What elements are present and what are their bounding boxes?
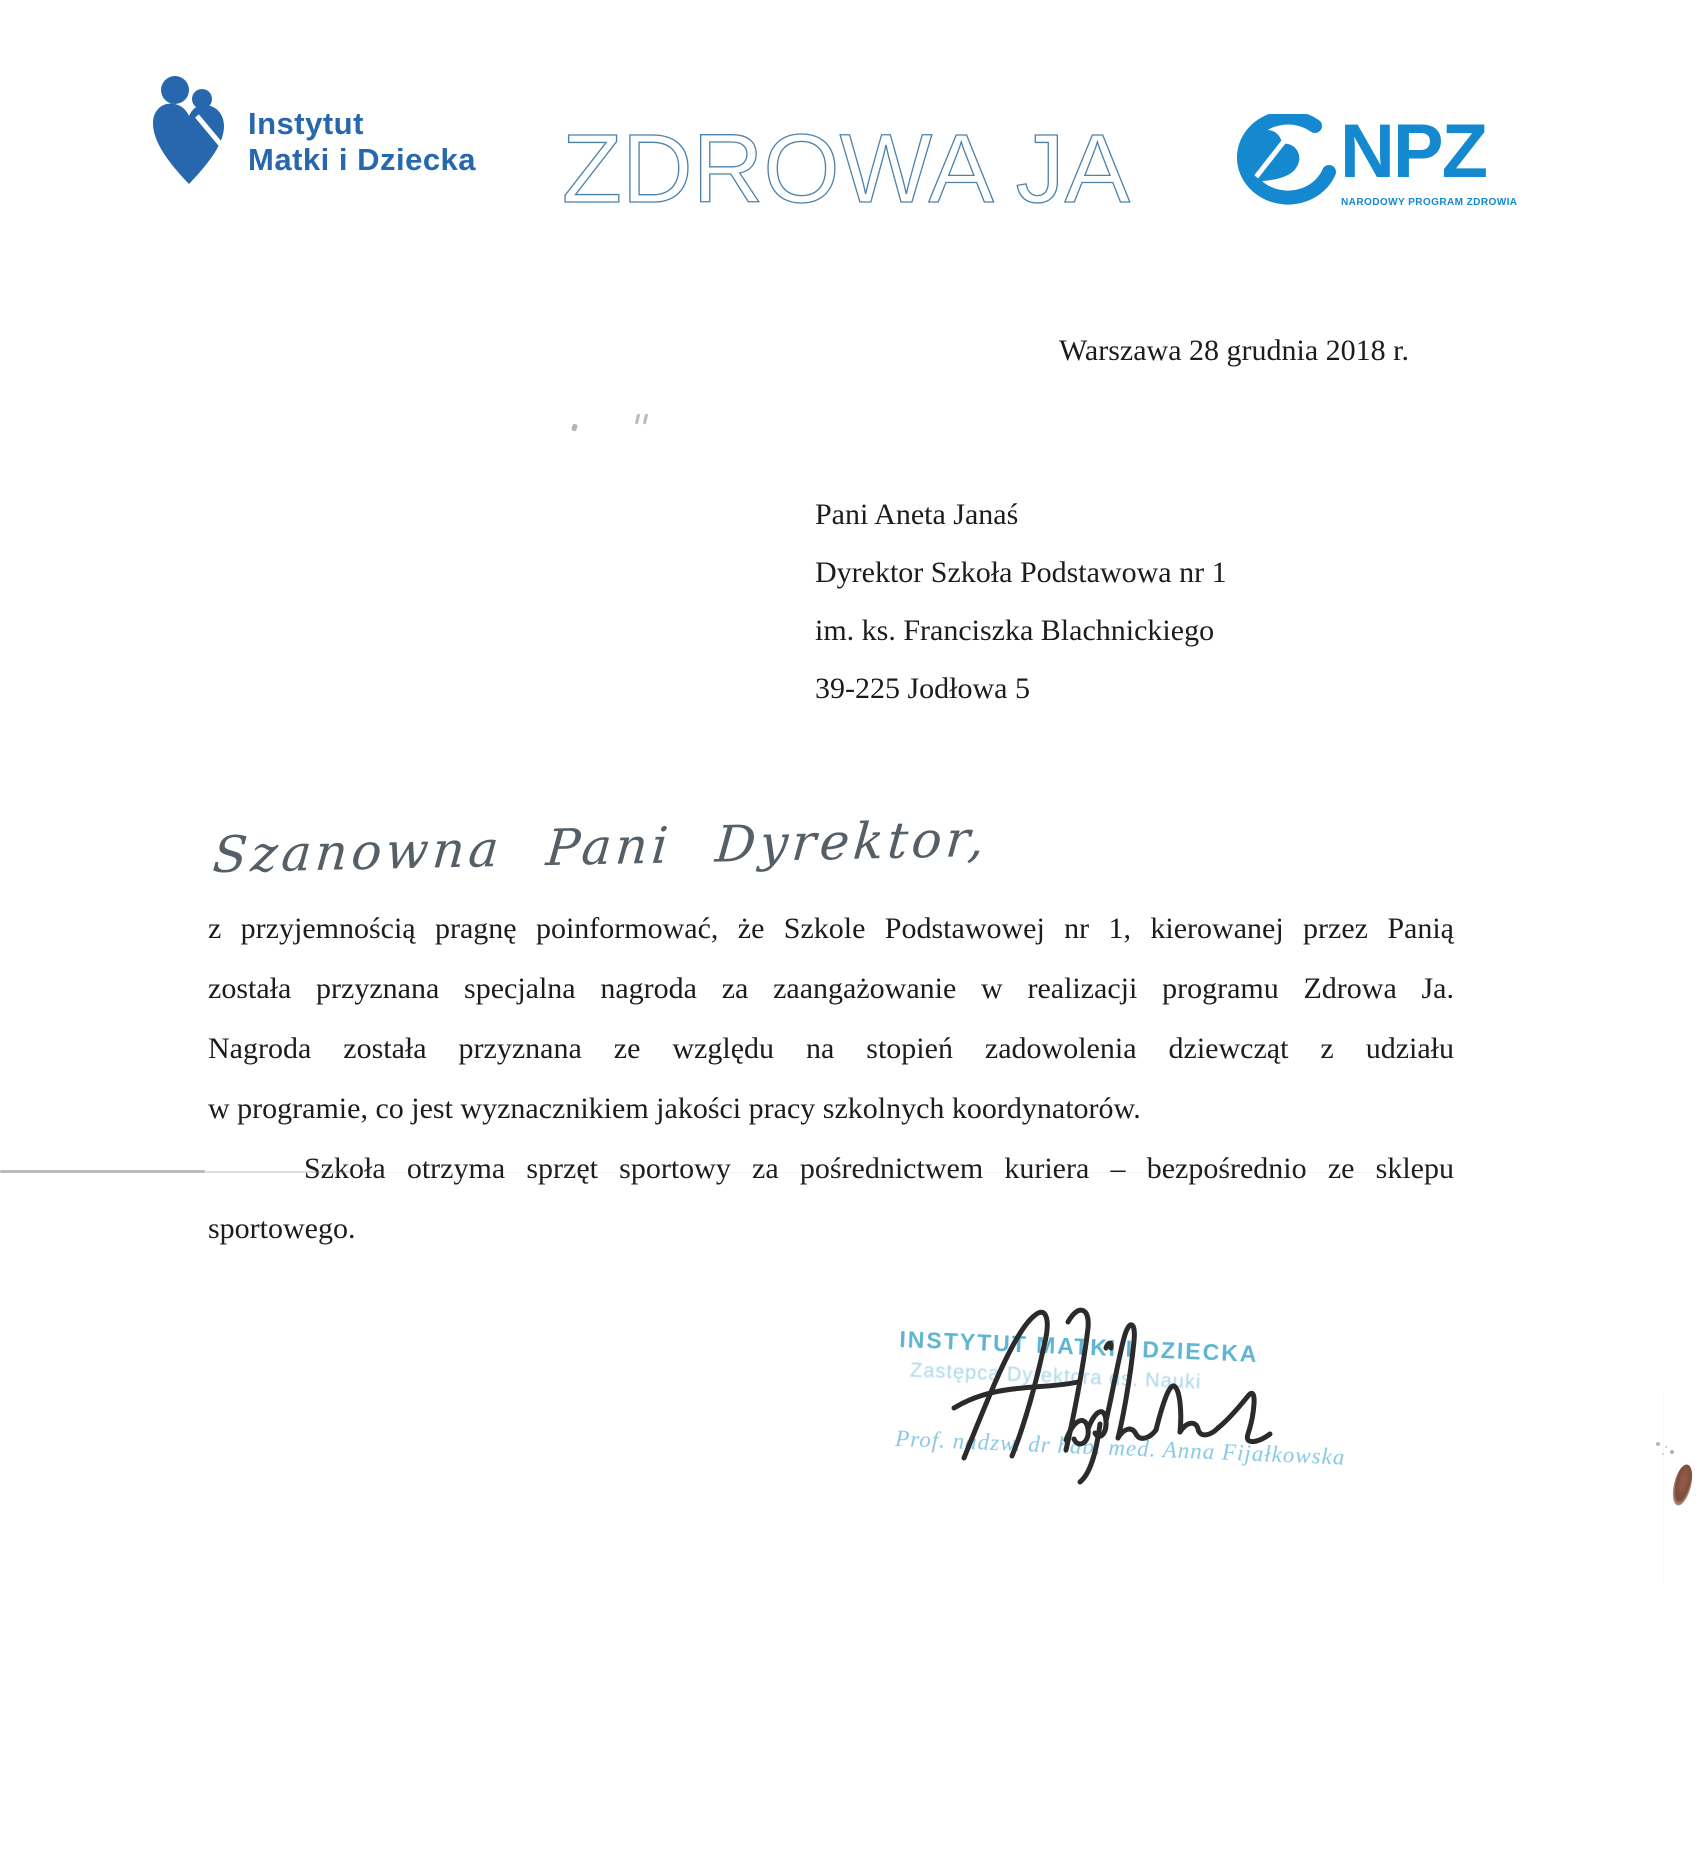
body-line: Szkoła otrzyma sprzęt sportowy za pośrednictwem kuriera – bezpośrednio ze sklepu — [304, 1152, 1454, 1185]
imid-heart-logo-icon — [150, 74, 228, 195]
body-line: została przyznana specjalna nagroda za zaangażowanie w realizacji programu Zdrowa Ja. — [208, 972, 1454, 1005]
recipient-name: Pani Aneta Janaś — [815, 498, 1019, 531]
scan-artifact-streak — [350, 1172, 1450, 1173]
body-line: z przyjemnością pragnę poinformować, że Szkole Podstawowej nr 1, kierowanej przez Panią — [208, 912, 1454, 945]
handwritten-greeting: Szanowna Pani Dyrektor, — [210, 809, 991, 885]
body-line: sportowego. — [208, 1212, 356, 1245]
scan-artifact-streak — [0, 1170, 205, 1173]
stamp-signer-name: Prof. nadzw. dr hab. med. Anna Fijałkowska — [894, 1425, 1346, 1470]
scan-artifact-quote-mark — [635, 414, 640, 424]
recipient-block — [815, 498, 1227, 730]
imid-wordmark-line1: Instytut — [248, 106, 364, 141]
imid-wordmark-line2: Matki i Dziecka — [248, 142, 477, 177]
body-line: w programie, co jest wyznacznikiem jakości pracy szkolnych koordynatorów. — [208, 1092, 1141, 1125]
dateline: Warszawa 28 grudnia 2018 r. — [1059, 334, 1409, 367]
scan-artifact-flecks — [1656, 1442, 1660, 1446]
recipient-school-patron: im. ks. Franciszka Blachnickiego — [815, 614, 1215, 647]
scan-artifact-dot — [571, 423, 578, 431]
npz-swirl-icon — [1203, 114, 1343, 215]
program-title — [560, 118, 1140, 219]
scan-artifact-quote-mark — [643, 414, 648, 424]
signature-handwriting — [948, 1296, 1288, 1496]
recipient-address: 39-225 Jodłowa 5 — [815, 672, 1030, 705]
scan-artifact-vertical-line — [1663, 1392, 1664, 1582]
stamp-position: Zastępca Dyrektora ds. Nauki — [909, 1359, 1202, 1394]
scan-artifact-smudge — [1669, 1463, 1696, 1508]
npz-wordmark: NPZ — [1340, 109, 1486, 194]
recipient-title: Dyrektor Szkoła Podstawowa nr 1 — [815, 556, 1227, 589]
letter-body — [208, 912, 1454, 1272]
scan-artifact-streak — [205, 1171, 350, 1173]
npz-subtitle: NARODOWY PROGRAM ZDROWIA — [1341, 196, 1518, 208]
stamp-institution: INSTYTUT MATKI I DZIECKA — [898, 1326, 1260, 1368]
imid-wordmark — [248, 106, 476, 178]
body-line: Nagroda została przyznana ze względu na stopień zadowolenia dziewcząt z udziału — [208, 1032, 1454, 1065]
program-title-text: ZDROWA JA — [562, 118, 1131, 214]
